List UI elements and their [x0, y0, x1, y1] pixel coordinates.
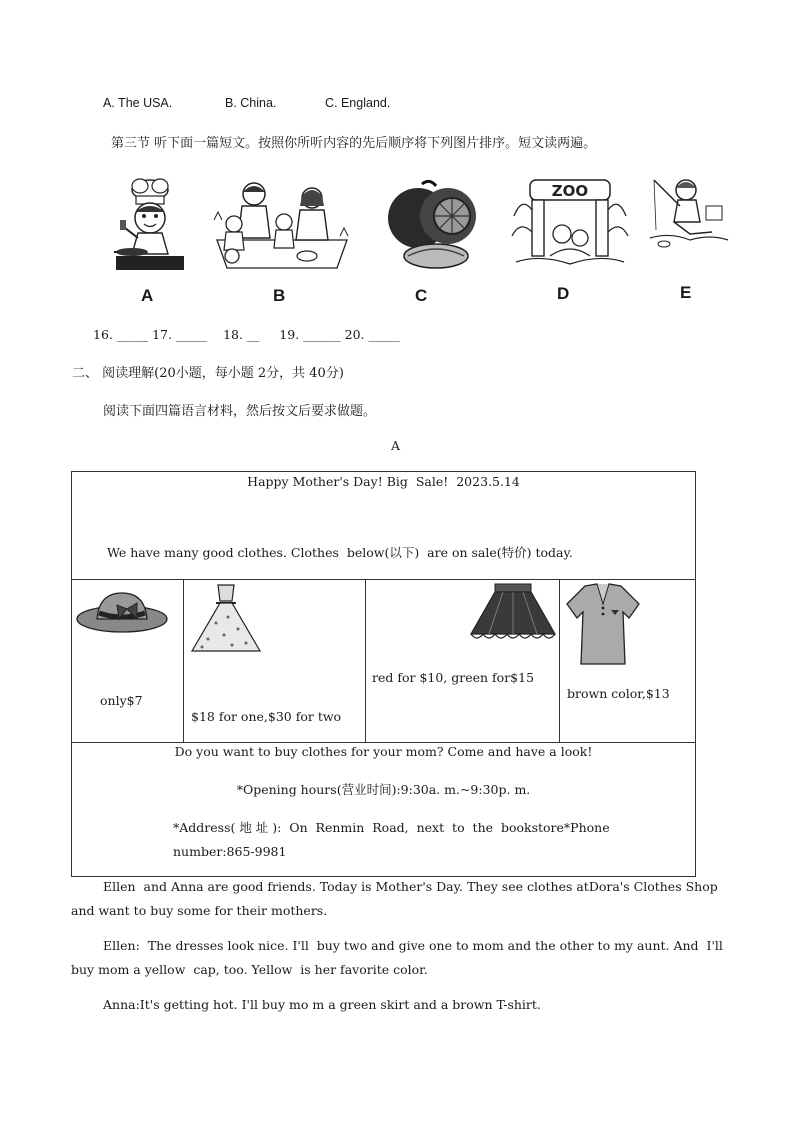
sale-ad-table — [71, 471, 696, 877]
option-b: B. China. — [225, 96, 277, 110]
ad-address-line2: number:865-9981 — [173, 844, 287, 859]
story-p1-line1: Ellen and Anna are good friends. Today is Mother's Day. They see clothes atDora's Clothes Shop — [103, 879, 718, 894]
reading-instruction: 阅读下面四篇语言材料，然后按文后要求做题。 — [103, 404, 377, 419]
zoo-icon — [510, 176, 630, 270]
picture-label-d: D — [557, 284, 570, 303]
story-p1-line2: and want to buy some for their mothers. — [71, 903, 328, 918]
chef-cooking-icon — [110, 176, 190, 274]
story-paragraph-3 — [71, 993, 661, 1017]
ad-invite: Do you want to buy clothes for your mom? Come and have a look! — [174, 744, 593, 759]
ad-hours: *Opening hours(营业时间):9:30a. m.~9:30p. m. — [236, 782, 531, 797]
skirt-price: red for $10, green for$15 — [372, 670, 535, 685]
passage-label: A — [391, 438, 401, 453]
section3-instruction: 第三节 听下面一篇短文。按照你所听内容的先后顺序将下列图片排序。短文读两遍。 — [111, 136, 597, 151]
picture-label-c: C — [415, 286, 428, 305]
story-paragraph-1 — [71, 875, 718, 923]
tshirt-icon — [563, 582, 643, 668]
picture-label-b: B — [273, 286, 286, 305]
tshirt-price: brown color,$13 — [567, 686, 670, 701]
answer-blanks: 16. _____ 17. _____ 18. __ 19. ______ 20. _____ — [93, 327, 400, 342]
ad-intro: We have many good clothes. Clothes below(以下) are on sale(特价) today. — [107, 545, 573, 560]
option-a: A. The USA. — [103, 96, 173, 110]
hat-price: only$7 — [100, 693, 143, 708]
oranges-icon — [386, 178, 480, 270]
family-picnic-icon — [212, 180, 352, 270]
option-c: C. England. — [325, 96, 391, 110]
picture-label-a: A — [141, 286, 154, 305]
story-p2-line2: buy mom a yellow cap, too. Yellow is her favorite color. — [71, 962, 428, 977]
skirt-icon — [467, 582, 559, 644]
svg-text:ZOO: ZOO — [551, 182, 589, 200]
dress-icon — [188, 583, 264, 655]
story-p3: Anna:It's getting hot. I'll buy mo m a green skirt and a brown T-shirt. — [103, 997, 541, 1012]
hat-icon — [75, 589, 169, 637]
ad-address-line1: *Address( 地 址 ): On Renmin Road, next to the bookstore*Phone — [173, 820, 610, 835]
ad-title: Happy Mother's Day! Big Sale! 2023.5.14 — [247, 474, 520, 489]
section-heading: 二、 阅读理解(20小题，每小题 2分，共 40分) — [72, 366, 344, 381]
story-p2-line1: Ellen: The dresses look nice. I'll buy two and give one to mom and the other to my aunt. And I'll — [103, 938, 723, 953]
fishing-icon — [650, 176, 730, 252]
picture-label-e: E — [680, 283, 692, 302]
dress-price: $18 for one,$30 for two — [191, 709, 342, 724]
story-paragraph-2 — [71, 934, 723, 982]
